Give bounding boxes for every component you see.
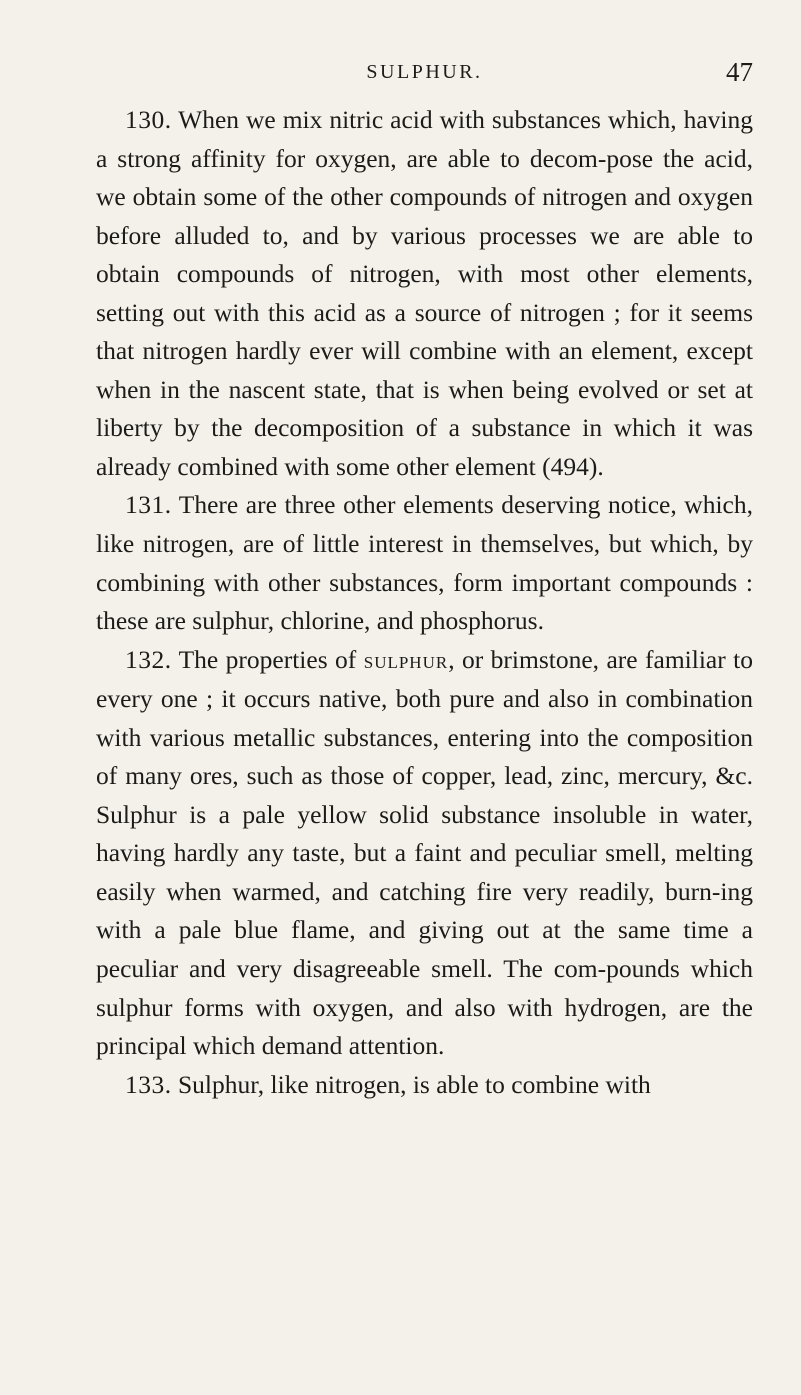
paragraph-text-before: The properties of — [178, 644, 357, 674]
running-head — [96, 57, 753, 87]
paragraph-133 — [96, 1066, 753, 1105]
paragraph-131 — [96, 486, 753, 640]
paragraph-number: 133. — [125, 1069, 172, 1099]
page-number: 47 — [726, 57, 753, 87]
paragraph-text-after: , or brimstone, are familiar to every one ; it occurs native, both pure and also in combination with various metallic substances, entering into the composition of many ores, such as those of copper, lead, zinc, mercury, &c. Sulphur is a pale yellow solid substance insoluble in water, having hardly any taste, but a faint and peculiar smell, melting easily when warmed, and catching fire very readily, burn-ing with a pale blue flame, and giving out at the same time a peculiar and very disagreeable smell. The com-pounds which sulphur forms with oxygen, and also with hydrogen, are the principal which demand attention. — [96, 644, 753, 1061]
paragraph-number: 132. — [125, 644, 172, 674]
paragraph-130 — [96, 101, 753, 486]
paragraph-text: There are three other elements deserving notice, which, like nitrogen, are of little interest in themselves, but which, by combining with other substances, form important compounds : these are sulphur, chlorine, and phosphorus. — [96, 490, 753, 636]
paragraph-text: Sulphur, like nitrogen, is able to combine with — [178, 1069, 651, 1099]
paragraph-number: 130. — [125, 105, 172, 134]
body-text — [96, 101, 753, 1104]
paragraph-132 — [96, 641, 753, 1066]
small-caps-term: sulphur — [363, 647, 449, 674]
running-title: SULPHUR. — [366, 61, 483, 83]
paragraph-number: 131. — [125, 490, 172, 520]
paragraph-text: When we mix nitric acid with substances which, having a strong affinity for oxygen, are able to decom-pose the acid, we obtain some of the other compounds of nitrogen and oxygen before alluded to, and by various processes we are able to obtain compounds of nitrogen, with most other elements, setting out with this acid as a source of nitrogen ; for it seems that nitrogen hardly ever will combine with an element, except when in the nascent state, that is when being evolved or set at liberty by the decomposition of a substance in which it was already combined with some other element (494). — [96, 105, 753, 481]
